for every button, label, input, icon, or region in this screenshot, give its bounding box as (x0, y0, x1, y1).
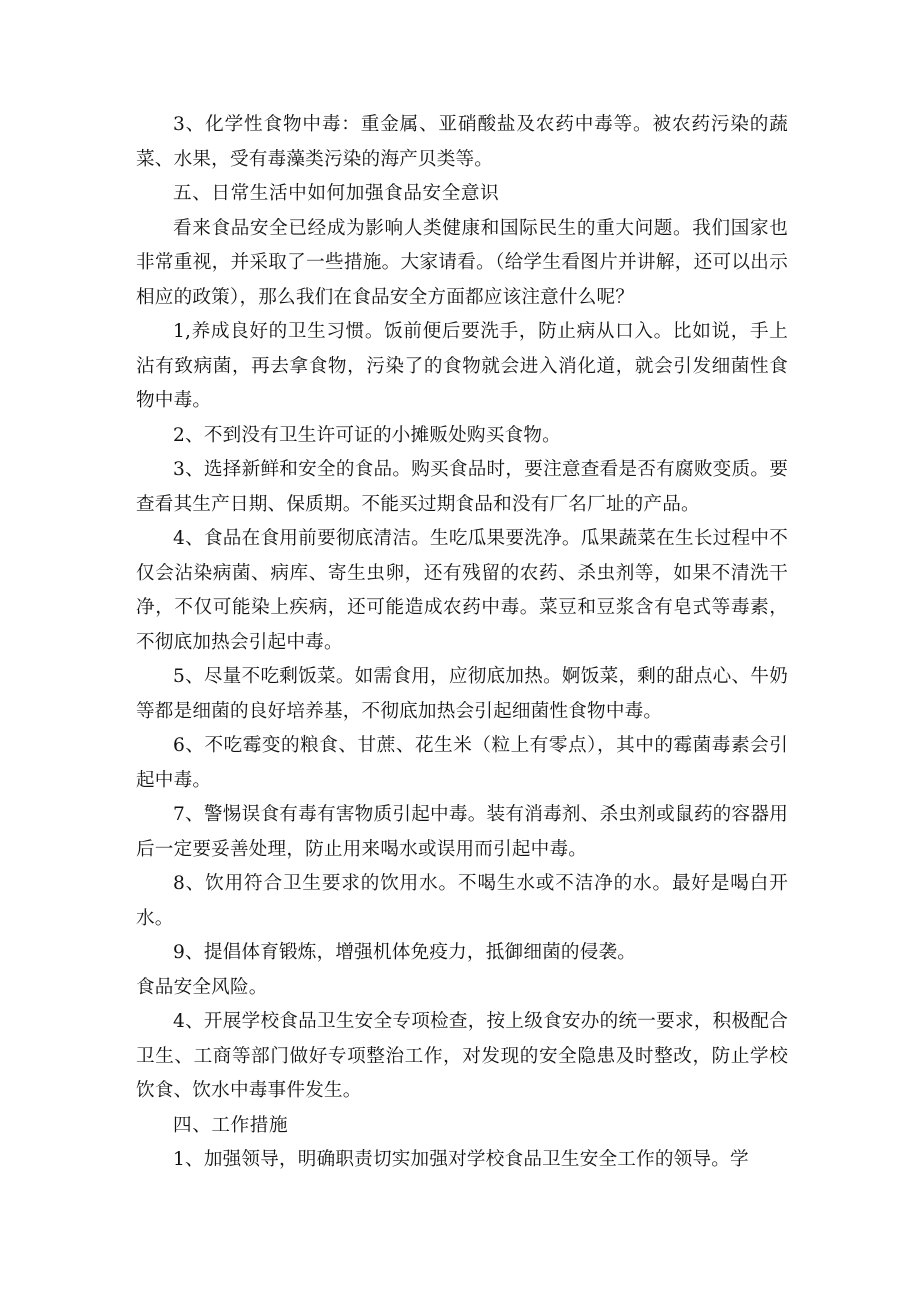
list-item-hygiene-habits: 1,养成良好的卫生习惯。饭前便后要洗手，防止病从口入。比如说，手上沾有致病菌，再去拿食物，污染了的食物就会进入消化道，就会引发细菌性食物中毒。 (136, 321, 788, 411)
list-item-beware-toxic-substances: 7、警惕误食有毒有害物质引起中毒。装有消毒剂、杀虫剂或鼠药的容器用后一定要妥善处理，防止用来喝水或误用而引起中毒。 (136, 804, 788, 860)
list-item-no-unlicensed-vendors: 2、不到没有卫生许可证的小摊贩处购买食物。 (173, 424, 561, 446)
list-item-exercise: 9、提倡体育锻炼，增强机体免疫力，抵御细菌的侵袭。 (173, 942, 637, 963)
list-item-clean-before-eating: 4、食品在食用前要彻底清洁。生吃瓜果要洗净。瓜果蔬菜在生长过程中不仅会沾染病菌、病库、寄生虫卵，还有残留的农药、杀虫剂等，如果不清洗干净，不仅可能染上疾病，还可能造成农药中毒。菜豆和豆浆含有皂式等毒素，不彻底加热会引起中毒。 (136, 528, 788, 653)
paragraph-intro: 看来食品安全已经成为影响人类健康和国际民生的重大问题。我们国家也非常重视，并采取了一些措施。大家请看。（给学生看图片并讲解，还可以出示相应的政策），那么我们在食品安全方面都应该注意什么呢？ (136, 217, 788, 308)
list-item-no-moldy-food: 6、不吃霉变的粮食、甘蔗、花生米（粒上有零点），其中的霉菌毒素会引起中毒。 (136, 735, 788, 791)
paragraph-strengthen-leadership: 1、加强领导，明确职责切实加强对学校食品卫生安全工作的领导。学 (173, 1149, 749, 1170)
list-item-safe-drinking-water: 8、饮用符合卫生要求的饮用水。不喝生水或不洁净的水。最好是喝白开水。 (136, 873, 788, 929)
section-heading-food-safety-awareness: 五、日常生活中如何加强食品安全意识 (173, 183, 500, 204)
paragraph-chemical-poisoning: 3、化学性食物中毒：重金属、亚硝酸盐及农药中毒等。被农药污染的蔬菜、水果，受有毒藻类污染的海产贝类等。 (136, 114, 788, 170)
section-heading-work-measures: 四、工作措施 (173, 1114, 289, 1136)
list-item-fresh-safe-food: 3、选择新鲜和安全的食品。购买食品时，要注意查看是否有腐败变质。要查看其生产日期、保质期。不能买过期食品和没有厂名厂址的产品。 (136, 459, 788, 515)
list-item-avoid-leftovers: 5、尽量不吃剩饭菜。如需食用，应彻底加热。婀饭菜，剩的甜点心、牛奶等都是细菌的良好培养基，不彻底加热会引起细菌性食物中毒。 (136, 666, 788, 722)
document-body (136, 108, 788, 1178)
paragraph-special-inspection: 4、开展学校食品卫生安全专项检查，按上级食安办的统一要求，积极配合卫生、工商等部门做好专项整治工作，对发现的安全隐患及时整改，防止学校饮食、饮水中毒事件发生。 (136, 1011, 788, 1101)
paragraph-food-safety-risk: 食品安全风险。 (136, 976, 268, 998)
